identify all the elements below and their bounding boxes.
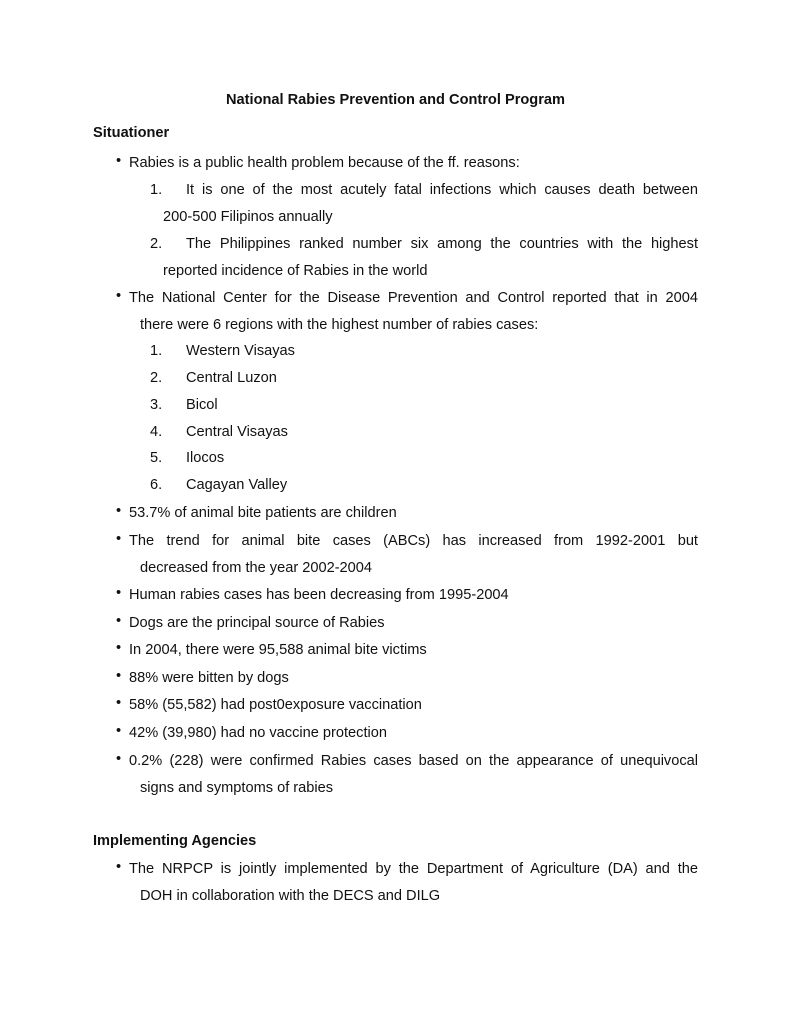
bullet-icon: •: [116, 503, 122, 519]
bullet-text: 58% (55,582) had post0exposure vaccination: [129, 697, 422, 713]
item-text-line2: 200-500 Filipinos annually: [163, 209, 333, 225]
bullet-text-line1: The NRPCP is jointly implemented by the Department of Agriculture (DA) and the: [129, 861, 698, 877]
bullet-icon: •: [116, 153, 122, 169]
region-item: [150, 445, 698, 472]
list-item: [116, 720, 698, 747]
list-item: [116, 856, 698, 910]
item-text-line1: It is one of the most acutely fatal infections which causes death between: [186, 182, 698, 198]
bullet-text-line1: 0.2% (228) were confirmed Rabies cases based on the appearance of unequivocal: [129, 753, 698, 769]
region-name: Ilocos: [186, 450, 225, 466]
region-item: [150, 392, 698, 419]
bullet-icon: •: [116, 751, 122, 767]
region-name: Bicol: [186, 397, 218, 413]
list-item: [116, 748, 698, 802]
bullet-icon: •: [116, 585, 122, 601]
bullet-text: 88% were bitten by dogs: [129, 670, 289, 686]
bullet-text-line2: signs and symptoms of rabies: [140, 780, 334, 796]
bullet-text-line1: The National Center for the Disease Prevention and Control reported that in 2004: [129, 290, 698, 306]
list-item: [116, 665, 698, 692]
item-number: 1.: [150, 343, 163, 359]
region-name: Central Luzon: [186, 370, 277, 386]
list-item: [150, 231, 698, 285]
list-item: [116, 500, 698, 527]
document-title: National Rabies Prevention and Control Program: [226, 92, 565, 108]
region-name: Cagayan Valley: [186, 477, 288, 493]
bullet-text-line2: decreased from the year 2002-2004: [140, 560, 373, 576]
list-item: [116, 582, 698, 609]
bullet-text: Dogs are the principal source of Rabies: [129, 615, 385, 631]
bullet-text: 53.7% of animal bite patients are children: [129, 505, 397, 521]
implementing-agencies-heading: Implementing Agencies: [93, 833, 257, 849]
bullet-icon: •: [116, 288, 122, 304]
bullet-text-line2: there were 6 regions with the highest number of rabies cases:: [140, 317, 539, 333]
bullet-icon: •: [116, 859, 122, 875]
bullet-icon: •: [116, 695, 122, 711]
region-item: [150, 472, 698, 499]
bullet-text: Human rabies cases has been decreasing from 1995-2004: [129, 587, 509, 603]
bullet-icon: •: [116, 668, 122, 684]
list-item: [116, 637, 698, 664]
item-number: 4.: [150, 424, 163, 440]
region-item: [150, 419, 698, 446]
list-item: [116, 150, 698, 177]
item-number: 1.: [150, 182, 163, 198]
item-number: 6.: [150, 477, 163, 493]
bullet-text: Rabies is a public health problem because of the ff. reasons:: [129, 155, 520, 171]
situationer-heading: Situationer: [93, 125, 170, 141]
bullet-icon: •: [116, 531, 122, 547]
item-number: 5.: [150, 450, 163, 466]
bullet-icon: •: [116, 613, 122, 629]
list-item: [116, 285, 698, 339]
list-item: [150, 177, 698, 231]
region-item: [150, 365, 698, 392]
list-item: [116, 610, 698, 637]
list-item: [116, 692, 698, 719]
item-number: 2.: [150, 236, 163, 252]
bullet-icon: •: [116, 723, 122, 739]
region-item: [150, 338, 698, 365]
item-text-line1: The Philippines ranked number six among the countries with the highest: [186, 236, 698, 252]
bullet-text-line2: DOH in collaboration with the DECS and DILG: [140, 888, 441, 904]
item-number: 3.: [150, 397, 163, 413]
region-name: Western Visayas: [186, 343, 295, 359]
region-name: Central Visayas: [186, 424, 288, 440]
bullet-text: In 2004, there were 95,588 animal bite victims: [129, 642, 427, 658]
bullet-text-line1: The trend for animal bite cases (ABCs) has increased from 1992-2001 but: [129, 533, 698, 549]
list-item: [116, 528, 698, 582]
item-text-line2: reported incidence of Rabies in the world: [163, 263, 428, 279]
bullet-icon: •: [116, 640, 122, 656]
bullet-text: 42% (39,980) had no vaccine protection: [129, 725, 387, 741]
item-number: 2.: [150, 370, 163, 386]
